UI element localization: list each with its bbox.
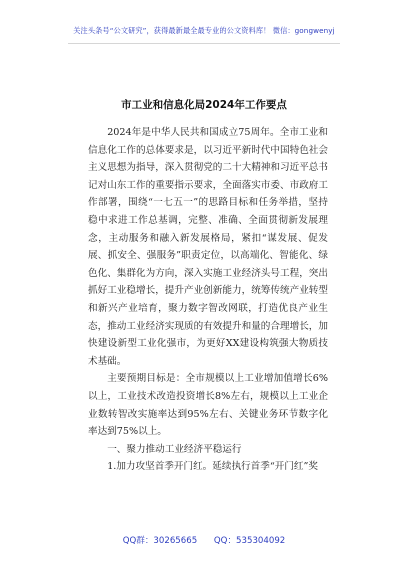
footer-qq-group: QQ群：30265665: [122, 536, 198, 546]
footer-contact: [0, 534, 408, 546]
paragraph-overview: 2024年是中华人民共和国成立75周年。全市工业和信息化工作的总体要求是，以习近平新时代中国特色社会主义思想为指导，深入贯彻党的二十大精神和习近平总书记对山东工作的重要指示要求，全面落实市委、市政府工作部署，围绕“一七五一”的思路目标和任务举措，坚持稳中求进工作总基调，完整、准确、全面贯彻新发展理念，主动服务和融入新发展格局，紧扣“谋发展、促发展、抓安全、强服务”职责定位，以高端化、智能化、绿色化、集群化为方向，深入实施工业经济头号工程，突出抓好工业稳增长，提升产业创新能力，统筹传统产业转型和新兴产业培育，聚力数字智改网联，打造优良产业生态，推动工业经济实现质的有效提升和量的合理增长，加快建设新型工业化强市，为更好XX建设构筑强大物质技术基础。: [88, 127, 328, 367]
section-heading-1: 一、聚力推动工业经济平稳运行: [107, 443, 242, 455]
document-title: 市工业和信息化局2024年工作要点: [121, 99, 287, 111]
header-notice: 关注头条号“公文研究”，获得最新最全最专业的公文资料库！ 微信：gongwenyj: [73, 26, 335, 35]
paragraph-item-1: 1.加力攻坚首季开门红。延续执行首季“开门红”奖: [107, 461, 319, 473]
footer-qq-number: QQ：535304092: [213, 536, 286, 546]
header-divider: [68, 43, 340, 44]
document-body: [88, 124, 328, 476]
paragraph-targets: 主要预期目标是：全市规模以上工业增加值增长6%以上，工业技术改造投资增长8%左右，规模以上工业企业数转智改实施率达到95%左右、关键业务环节数字化率达到75%以上。: [88, 373, 328, 438]
